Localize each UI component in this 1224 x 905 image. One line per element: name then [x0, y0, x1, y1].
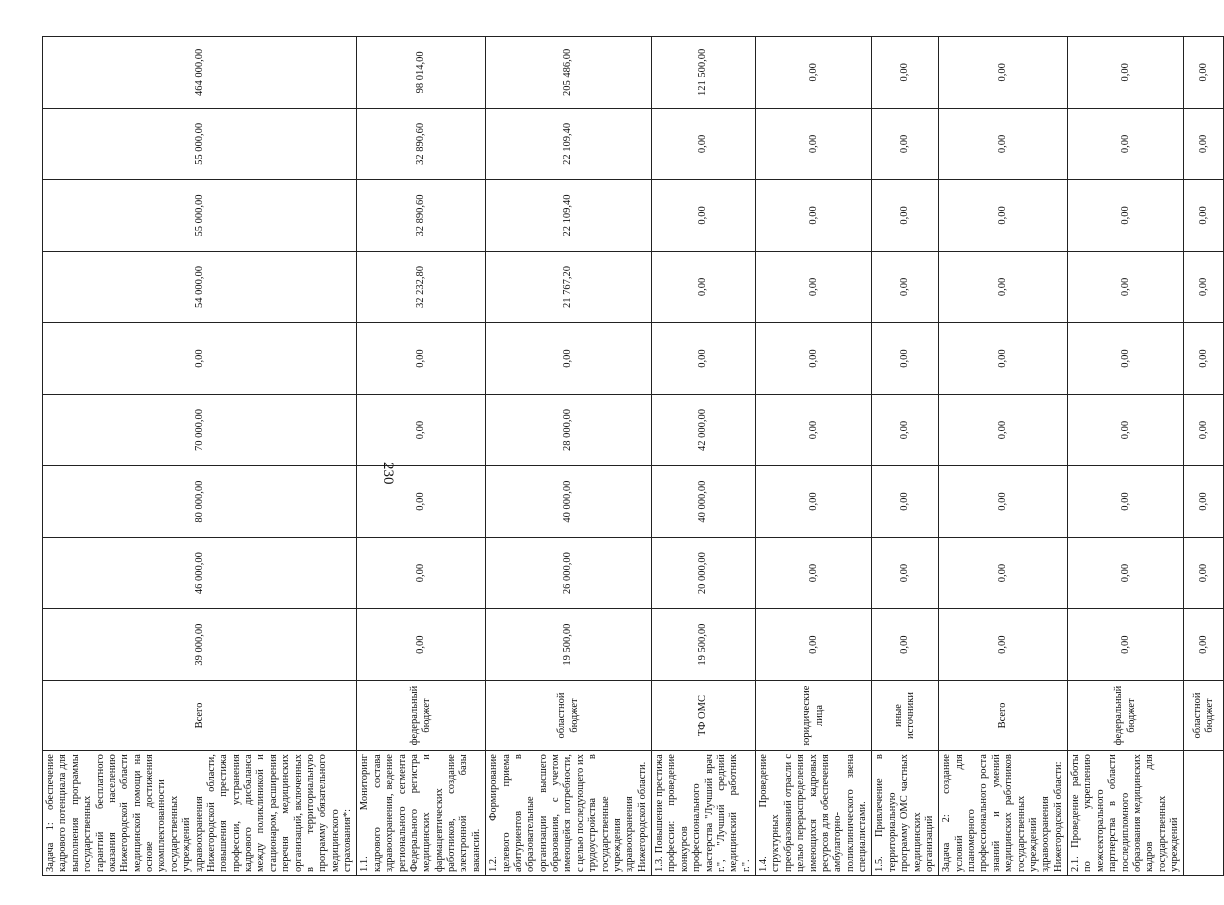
- amount-cell: 0,00: [1068, 609, 1184, 681]
- task-description: 1.3. Повышение престижа профессии: проведение конкурсов профессионального мастерства "Лучший врач г.", "Лучший средний медицинский работник г.".: [652, 751, 756, 876]
- amount-cell: 26 000,00: [486, 537, 652, 609]
- amount-cell: 0,00: [1068, 180, 1184, 252]
- amount-cell: 0,00: [1184, 609, 1224, 681]
- funding-source: Всего: [43, 680, 357, 750]
- funding-source: областной бюджет: [1184, 680, 1224, 750]
- table-row: [872, 37, 939, 876]
- amount-cell: 205 486,00: [486, 37, 652, 109]
- amount-cell: 0,00: [939, 180, 1068, 252]
- budget-table: [42, 36, 1224, 876]
- amount-cell: 121 500,00: [652, 37, 756, 109]
- amount-cell: 464 000,00: [43, 37, 357, 109]
- amount-cell: 0,00: [1068, 37, 1184, 109]
- amount-cell: 0,00: [872, 180, 939, 252]
- amount-cell: 46 000,00: [43, 537, 357, 609]
- task-description: Задача 1: обеспечение кадрового потенциала для выполнения программы государственных гарантий бесплатного оказания населению Нижегородской области медицинской помощи на основе достижения укомплектованности государственных учреждений здравоохранения Нижегородской области, повышения престижа профессии, устранения кадрового дисбаланса между поликлиникой и стационаром, расширения перечня медицинских организаций, включенных в территориальную программу обязательного медицинского страхования*:: [43, 751, 357, 876]
- amount-cell: 0,00: [652, 251, 756, 323]
- amount-cell: 0,00: [756, 466, 872, 538]
- amount-cell: 55 000,00: [43, 180, 357, 252]
- amount-cell: 0,00: [1068, 323, 1184, 395]
- amount-cell: 0,00: [756, 251, 872, 323]
- page-number: 230: [380, 462, 396, 485]
- amount-cell: 0,00: [939, 323, 1068, 395]
- rotated-page-content: [36, 36, 1215, 876]
- amount-cell: 0,00: [872, 609, 939, 681]
- amount-cell: 0,00: [756, 37, 872, 109]
- amount-cell: 0,00: [1184, 537, 1224, 609]
- amount-cell: 0,00: [756, 609, 872, 681]
- amount-cell: 0,00: [939, 394, 1068, 466]
- task-description: 2.1. Проведение работы по укреплению межсекторального партнерства в области последипломного образования медицинских кадров для государственных учреждений: [1068, 751, 1184, 876]
- amount-cell: 0,00: [872, 466, 939, 538]
- table-row: [652, 37, 756, 876]
- amount-cell: 32 890,60: [357, 108, 486, 180]
- task-description: 1.4. Проведение структурных преобразований отрасли с целью перераспределения имеющихся кадровых ресурсов для обеспечения амбулаторно-поликлинического звена специалистами.: [756, 751, 872, 876]
- table-row: [1184, 37, 1224, 876]
- table-row: [1068, 37, 1184, 876]
- funding-source: федеральный бюджет: [1068, 680, 1184, 750]
- table-row: [357, 37, 486, 876]
- amount-cell: 0,00: [486, 323, 652, 395]
- amount-cell: 0,00: [872, 323, 939, 395]
- funding-source: областной бюджет: [486, 680, 652, 750]
- amount-cell: 0,00: [357, 466, 486, 538]
- amount-cell: 0,00: [939, 251, 1068, 323]
- amount-cell: 0,00: [939, 37, 1068, 109]
- amount-cell: 0,00: [872, 108, 939, 180]
- amount-cell: 0,00: [1184, 466, 1224, 538]
- amount-cell: 0,00: [43, 323, 357, 395]
- amount-cell: 0,00: [939, 609, 1068, 681]
- amount-cell: 0,00: [872, 37, 939, 109]
- amount-cell: 0,00: [652, 323, 756, 395]
- amount-cell: 42 000,00: [652, 394, 756, 466]
- amount-cell: 0,00: [1068, 108, 1184, 180]
- amount-cell: 32 232,80: [357, 251, 486, 323]
- amount-cell: 19 500,00: [652, 609, 756, 681]
- task-description: Задача 2: создание условий для планомерного профессионального роста знаний и умений медицинских работников государственных учреждений здравоохранения Нижегородской области:: [939, 751, 1068, 876]
- amount-cell: 0,00: [652, 108, 756, 180]
- amount-cell: 22 109,40: [486, 180, 652, 252]
- amount-cell: 0,00: [939, 108, 1068, 180]
- amount-cell: 22 109,40: [486, 108, 652, 180]
- task-description: [1184, 751, 1224, 876]
- amount-cell: 19 500,00: [486, 609, 652, 681]
- amount-cell: 21 767,20: [486, 251, 652, 323]
- amount-cell: 98 014,00: [357, 37, 486, 109]
- task-description: 1.1. Мониторинг кадрового состава здравоохранения, ведение регионального сегмента Федерального регистра медицинских и фармацевтических работников, создание электронной базы вакансий.: [357, 751, 486, 876]
- amount-cell: 0,00: [1068, 394, 1184, 466]
- amount-cell: 0,00: [939, 537, 1068, 609]
- funding-source: юридические лица: [756, 680, 872, 750]
- amount-cell: 0,00: [1184, 394, 1224, 466]
- amount-cell: 0,00: [1184, 251, 1224, 323]
- amount-cell: 0,00: [652, 180, 756, 252]
- amount-cell: 0,00: [357, 609, 486, 681]
- amount-cell: 0,00: [1184, 323, 1224, 395]
- funding-source: федеральный бюджет: [357, 680, 486, 750]
- amount-cell: 0,00: [756, 537, 872, 609]
- amount-cell: 70 000,00: [43, 394, 357, 466]
- amount-cell: 20 000,00: [652, 537, 756, 609]
- amount-cell: 0,00: [1068, 251, 1184, 323]
- amount-cell: 0,00: [756, 108, 872, 180]
- amount-cell: 0,00: [756, 394, 872, 466]
- amount-cell: 39 000,00: [43, 609, 357, 681]
- amount-cell: 32 890,60: [357, 180, 486, 252]
- amount-cell: 0,00: [1184, 37, 1224, 109]
- amount-cell: 80 000,00: [43, 466, 357, 538]
- funding-source: иные источники: [872, 680, 939, 750]
- amount-cell: 28 000,00: [486, 394, 652, 466]
- amount-cell: 0,00: [357, 323, 486, 395]
- amount-cell: 0,00: [357, 537, 486, 609]
- amount-cell: 0,00: [1068, 466, 1184, 538]
- amount-cell: 0,00: [872, 394, 939, 466]
- funding-source: ТФ ОМС: [652, 680, 756, 750]
- amount-cell: 0,00: [1184, 180, 1224, 252]
- amount-cell: 0,00: [1184, 108, 1224, 180]
- table-row: [756, 37, 872, 876]
- funding-source: Всего: [939, 680, 1068, 750]
- table-row: [43, 37, 357, 876]
- amount-cell: 55 000,00: [43, 108, 357, 180]
- task-description: 1.5. Привлечение в территориальную программу ОМС частных медицинских организаций: [872, 751, 939, 876]
- amount-cell: 40 000,00: [652, 466, 756, 538]
- table-body: [43, 37, 1224, 876]
- amount-cell: 0,00: [756, 180, 872, 252]
- amount-cell: 0,00: [872, 251, 939, 323]
- amount-cell: 0,00: [939, 466, 1068, 538]
- amount-cell: 40 000,00: [486, 466, 652, 538]
- amount-cell: 0,00: [1068, 537, 1184, 609]
- task-description: 1.2. Формирование целевого приема абитуриентов в образовательные организации высшего образования, с учетом имеющейся потребности, с целью последующего их трудоустройства в государственные учреждения здравоохранения Нижегородской области.: [486, 751, 652, 876]
- amount-cell: 0,00: [872, 537, 939, 609]
- amount-cell: 54 000,00: [43, 251, 357, 323]
- table-row: [486, 37, 652, 876]
- amount-cell: 0,00: [756, 323, 872, 395]
- table-row: [939, 37, 1068, 876]
- amount-cell: 0,00: [357, 394, 486, 466]
